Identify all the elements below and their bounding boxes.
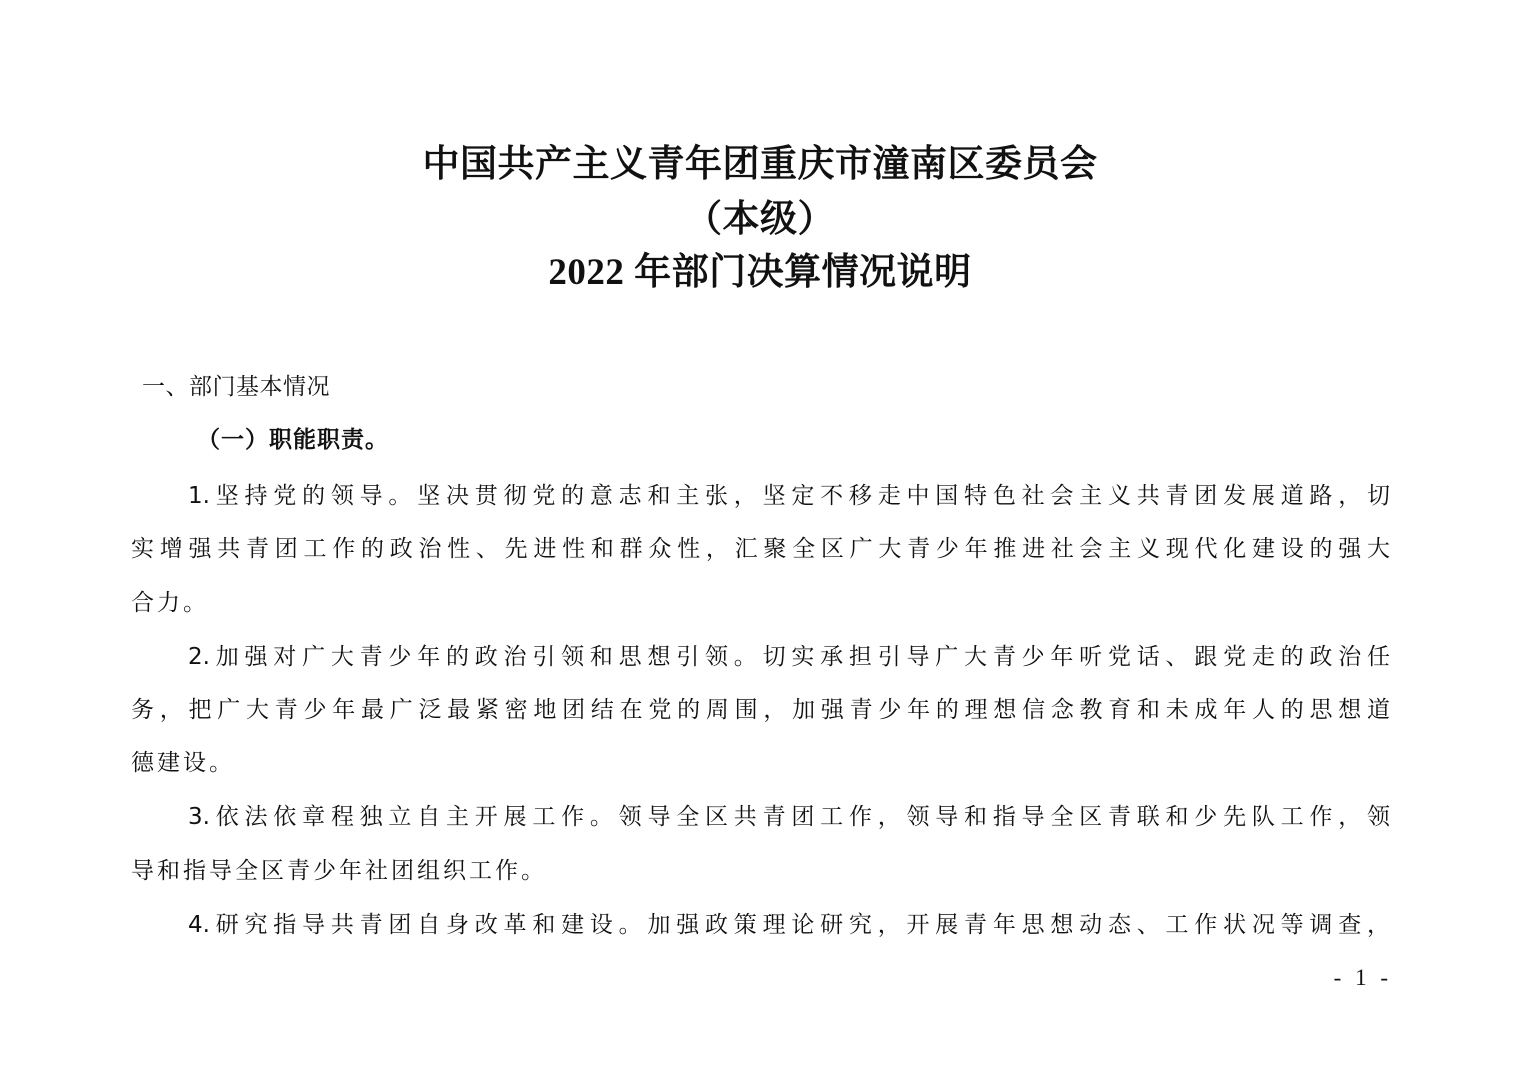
paragraph-1-line-2: 实增强共青团工作的政治性、先进性和群众性，汇聚全区广大青少年推进社会主义现代化建设的强大 (131, 536, 1390, 562)
paragraph-1-line-1: 1.坚持党的领导。坚决贯彻党的意志和主张，坚定不移走中国特色社会主义共青团发展道路，切 (188, 483, 1390, 509)
document-title-line-1: 中国共产主义青年团重庆市潼南区委员会 (422, 141, 1098, 185)
paragraph-1-line-3: 合力。 (131, 590, 209, 616)
subsection-heading-duties: （一）职能职责。 (197, 427, 389, 453)
paragraph-3-line-1: 3.依法依章程独立自主开展工作。领导全区共青团工作，领导和指导全区青联和少先队工作，领 (188, 804, 1390, 830)
paragraph-2-line-2: 务，把广大青少年最广泛最紧密地团结在党的周围，加强青少年的理想信念教育和未成年人的思想道 (131, 697, 1390, 723)
paragraph-4-line-1: 4.研究指导共青团自身改革和建设。加强政策理论研究，开展青年思想动态、工作状况等调查， (188, 912, 1390, 938)
page-number: - 1 - (1333, 965, 1392, 990)
document-title-line-3: 2022 年部门决算情况说明 (548, 252, 972, 293)
paragraph-2-line-3: 德建设。 (131, 750, 235, 776)
paragraph-3-line-2: 导和指导全区青少年社团组织工作。 (131, 858, 547, 884)
section-heading-basic-info: 一、部门基本情况 (142, 374, 330, 400)
document-title-line-2: （本级） (685, 196, 835, 240)
paragraph-2-line-1: 2.加强对广大青少年的政治引领和思想引领。切实承担引导广大青少年听党话、跟党走的政治任 (188, 644, 1390, 670)
